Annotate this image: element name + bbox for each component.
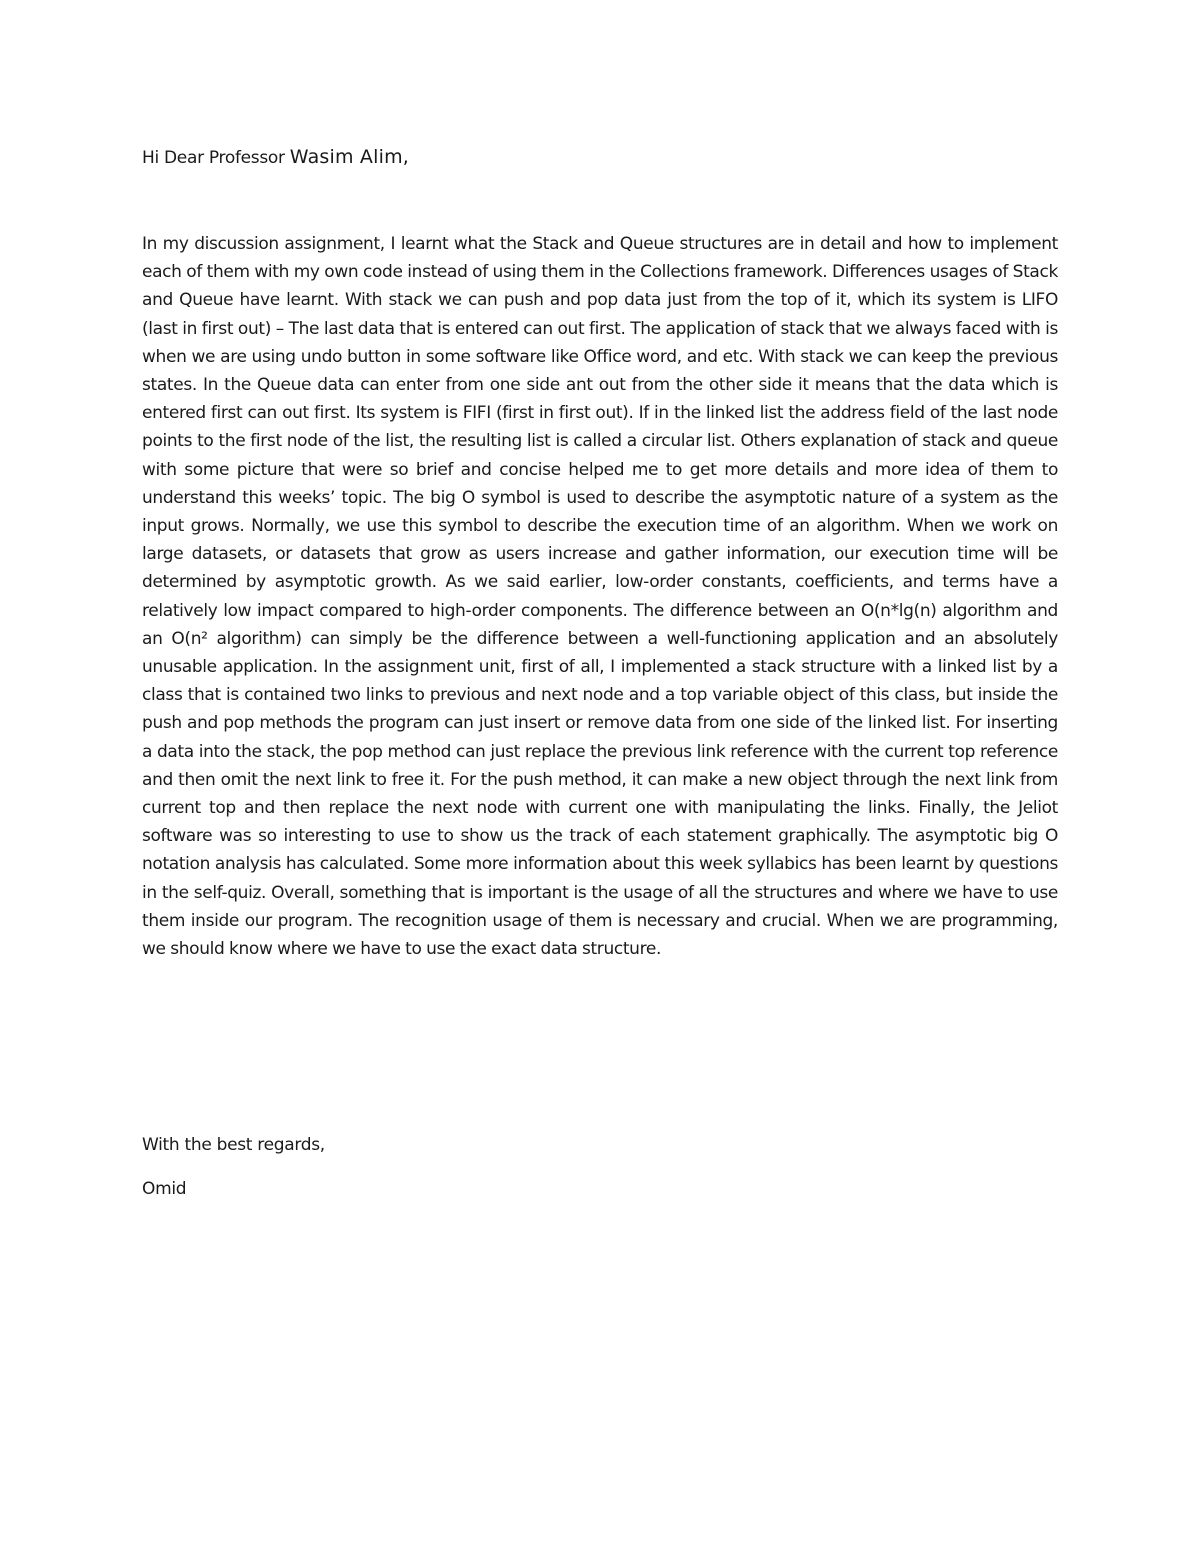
letter-closing: With the best regards, <box>142 1135 325 1155</box>
greeting-prefix: Hi Dear Professor <box>142 148 290 168</box>
professor-name: Wasim Alim, <box>289 146 410 168</box>
letter-greeting <box>142 145 409 170</box>
letter-signature: Omid <box>142 1179 187 1199</box>
letter-body: In my discussion assignment, I learnt what the Stack and Queue structures are in detail and how to implement each of them with my own code instead of using them in the Collections framework. Differences usages of Stack and Queue have learnt. With stack we can push and pop data just from the top of it, which its system is LIFO (last in first out) – The last data that is entered can out first. The application of stack that we always faced with is when we are using undo button in some software like Office word, and etc. With stack we can keep the previous states. In the Queue data can enter from one side ant out from the other side it means that the data which is entered first can out first. Its system is FIFI (first in first out). If in the linked list the address field of the last node points to the first node of the list, the resulting list is called a circular list. Others explanation of stack and queue with some picture that were so brief and concise helped me to get more details and more idea of them to understand this weeks’ topic. The big O symbol is used to describe the asymptotic nature of a system as the input grows. Normally, we use this symbol to describe the execution time of an algorithm. When we work on large datasets, or datasets that grow as users increase and gather information, our execution time will be determined by asymptotic growth. As we said earlier, low-order constants, coefficients, and terms have a relatively low impact compared to high-order components. The difference between an O(n*lg(n) algorithm and an O(n² algorithm) can simply be the difference between a well-functioning application and an absolutely unusable application. In the assignment unit, first of all, I implemented a stack structure with a linked list by a class that is contained two links to previous and next node and a top variable object of this class, but inside the push and pop methods the program can just insert or remove data from one side of the linked list. For inserting a data into the stack, the pop method can just replace the previous link reference with the current top reference and then omit the next link to free it. For the push method, it can make a new object through the next link from current top and then replace the next node with current one with manipulating the links. Finally, the Jeliot software was so interesting to use to show us the track of each statement graphically. The asymptotic big O notation analysis has calculated. Some more information about this week syllabics has been learnt by questions in the self-quiz. Overall, something that is important is the usage of all the structures and where we have to use them inside our program. The recognition usage of them is necessary and crucial. When we are programming, we should know where we have to use the exact data structure. <box>142 234 1058 960</box>
